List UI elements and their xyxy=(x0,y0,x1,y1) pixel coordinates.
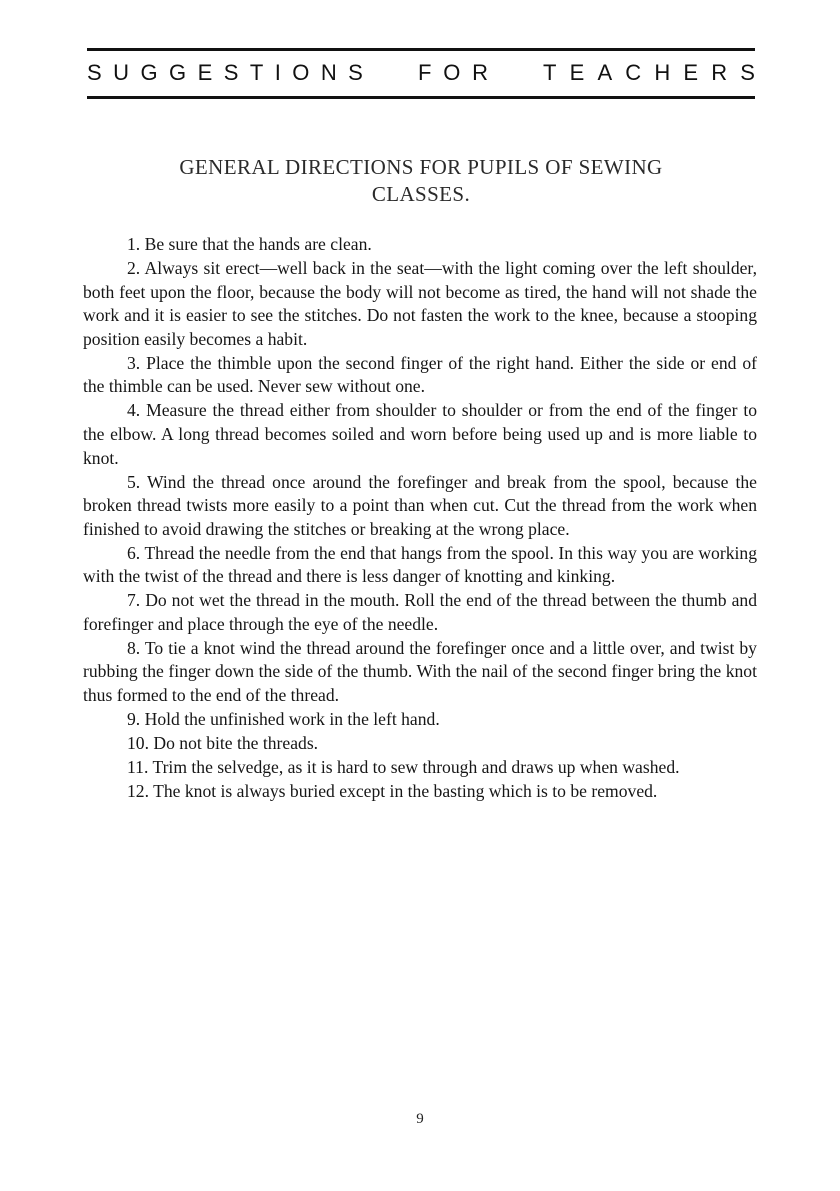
page-number: 9 xyxy=(416,1111,424,1127)
direction-item xyxy=(83,780,757,804)
direction-number: 6. xyxy=(127,542,141,563)
direction-number: 11. xyxy=(127,756,149,777)
direction-text: Measure the thread either from shoulder to shoulder or from the end of the finger to the elbow. A long thread becomes soiled and worn before being used up and is more liable to knot. xyxy=(83,400,757,468)
direction-item xyxy=(83,637,757,708)
directions-list xyxy=(83,233,757,804)
direction-number: 10. xyxy=(127,732,149,753)
direction-item xyxy=(83,352,757,399)
direction-text: Be sure that the hands are clean. xyxy=(144,234,372,254)
running-header-word-1: S U G G E S T I O N S xyxy=(87,60,363,85)
direction-text: Hold the unfinished work in the left hand. xyxy=(144,709,440,729)
direction-item xyxy=(83,257,757,351)
direction-item xyxy=(83,399,757,470)
section-title-line-2: CLASSES. xyxy=(371,182,471,206)
direction-number: 7. xyxy=(127,590,141,611)
direction-number: 8. xyxy=(127,637,141,658)
direction-item xyxy=(83,542,757,589)
direction-item xyxy=(83,471,757,542)
direction-text: Trim the selvedge, as it is hard to sew through and draws up when washed. xyxy=(152,756,680,777)
section-title xyxy=(87,154,755,208)
direction-text: Always sit erect—well back in the seat—with the light coming over the left shoulder, both feet upon the floor, because the body will not become as tired, the hand will not shade the work and it is easier to see the stitches. Do not fasten the work to the knee, because a stooping position easily becomes a habit. xyxy=(83,257,757,349)
direction-number: 4. xyxy=(127,400,141,421)
direction-text: Wind the thread once around the forefinger and break from the spool, because the broken thread twists more easily to a point than when cut. Cut the thread from the work when finished to avoid drawing the stitches or breaking at the wrong place. xyxy=(83,471,757,539)
direction-text: Place the thimble upon the second finger of the right hand. Either the side or end of the thimble can be used. Never sew without one. xyxy=(83,352,757,397)
running-header xyxy=(87,58,755,88)
header-rule-top xyxy=(87,48,755,51)
direction-item xyxy=(83,756,757,780)
direction-text: Thread the needle from the end that hangs from the spool. In this way you are working with the twist of the thread and there is less danger of knotting and kinking. xyxy=(83,542,757,587)
direction-item xyxy=(83,708,757,732)
direction-number: 5. xyxy=(127,471,141,492)
direction-item xyxy=(83,233,757,257)
direction-number: 1. xyxy=(127,234,141,254)
running-header-word-3: T E A C H E R S xyxy=(543,60,755,85)
direction-number: 3. xyxy=(127,352,141,373)
header-rule-bottom xyxy=(87,96,755,99)
direction-item xyxy=(83,732,757,756)
direction-text: The knot is always buried except in the basting which is to be removed. xyxy=(153,780,658,801)
direction-number: 2. xyxy=(127,257,141,278)
running-header-word-2: F O R xyxy=(418,60,488,85)
direction-text: To tie a knot wind the thread around the forefinger once and a little over, and twist by rubbing the finger down the side of the thumb. With the nail of the second finger bring the knot thus formed to the end of the thread. xyxy=(83,637,757,706)
direction-item xyxy=(83,589,757,636)
direction-text: Do not bite the threads. xyxy=(153,732,319,753)
direction-text: Do not wet the thread in the mouth. Roll the end of the thread between the thumb and forefinger and place through the eye of the needle. xyxy=(83,590,757,634)
direction-number: 9. xyxy=(127,709,141,729)
direction-number: 12. xyxy=(127,780,149,801)
section-title-line-1: GENERAL DIRECTIONS FOR PUPILS OF SEWING xyxy=(179,155,663,179)
